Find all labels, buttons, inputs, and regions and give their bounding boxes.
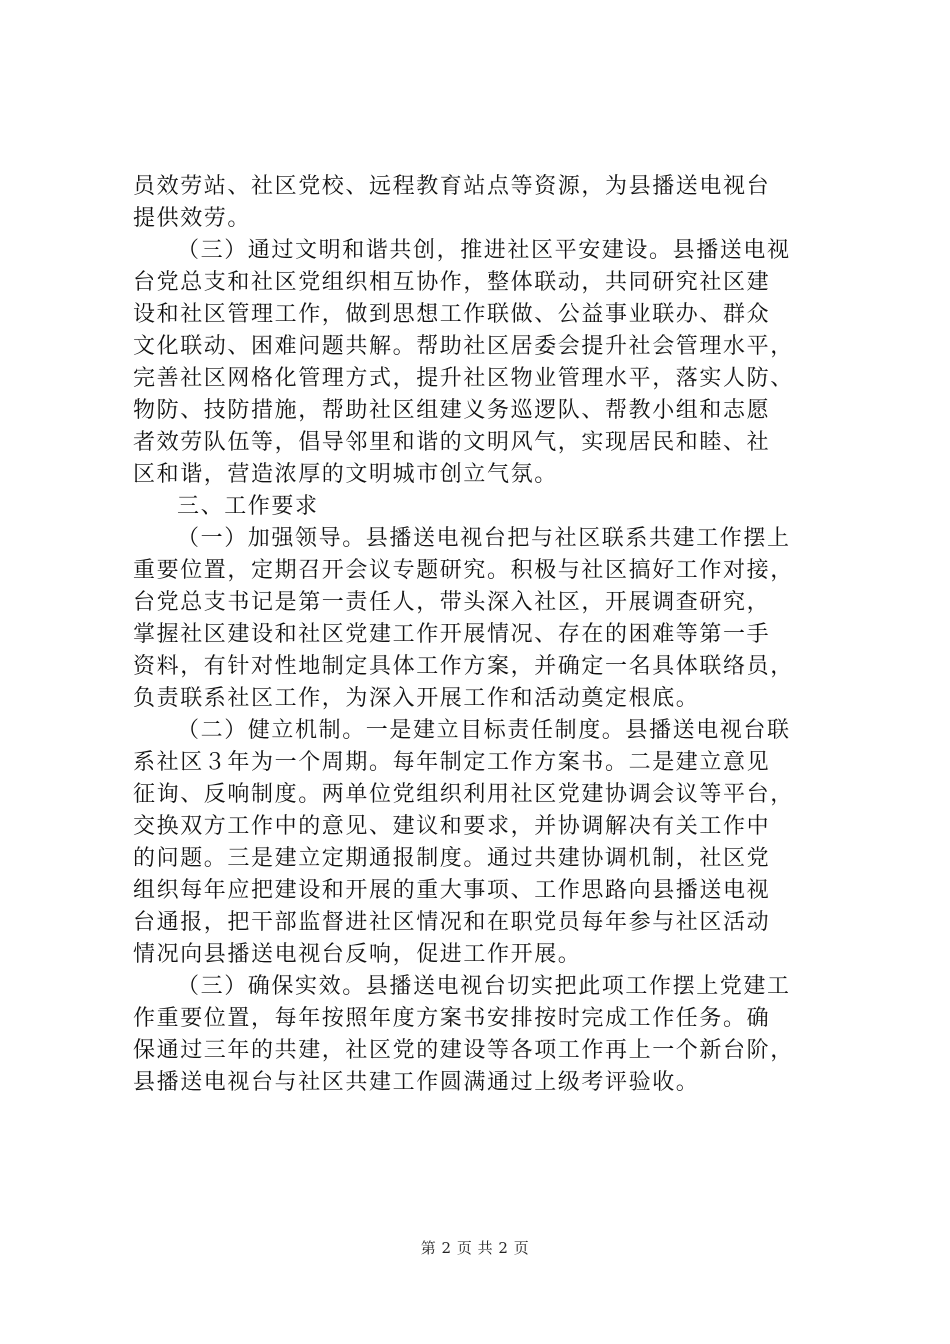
- document-body: [133, 171, 833, 1099]
- text-line: 交换双方工作中的意见、建议和要求，并协调解决有关工作中: [133, 814, 771, 839]
- text-line: 者效劳队伍等，倡导邻里和谐的文明风气，实现居民和睦、社: [133, 430, 771, 455]
- text-line: 台通报，把干部监督进社区情况和在职党员每年参与社区活动: [133, 910, 771, 935]
- text-line: 作重要位置，每年按照年度方案书安排按时完成工作任务。确: [133, 1006, 771, 1031]
- text-line: 资料，有针对性地制定具体工作方案，并确定一名具体联络员，: [133, 654, 794, 679]
- text-line: 三、工作要求: [177, 494, 319, 519]
- text-line: 完善社区网格化管理方式，提升社区物业管理水平，落实人防、: [133, 366, 794, 391]
- text-line: 征询、反响制度。两单位党组织利用社区党建协调会议等平台，: [133, 782, 794, 807]
- text-line: 保通过三年的共建，社区党的建设等各项工作再上一个新台阶，: [133, 1038, 794, 1063]
- text-line: 设和社区管理工作，做到思想工作联做、公益事业联办、群众: [133, 302, 771, 327]
- text-line: 县播送电视台与社区共建工作圆满通过上级考评验收。: [133, 1070, 700, 1095]
- text-line: 情况向县播送电视台反响，促进工作开展。: [133, 942, 582, 967]
- text-line: （二）健立机制。一是建立目标责任制度。县播送电视台联: [177, 718, 791, 743]
- text-line: 提供效劳。: [133, 206, 252, 231]
- text-line: 掌握社区建设和社区党建工作开展情况、存在的困难等第一手: [133, 622, 771, 647]
- text-line: 员效劳站、社区党校、远程教育站点等资源，为县播送电视台: [133, 174, 771, 199]
- page-footer: 第 2 页 共 2 页: [420, 1239, 530, 1257]
- text-line: 区和谐，营造浓厚的文明城市创立气氛。: [133, 462, 558, 487]
- text-line: 系社区３年为一个周期。每年制定工作方案书。二是建立意见: [133, 750, 771, 775]
- text-line: 负责联系社区工作，为深入开展工作和活动奠定根底。: [133, 686, 700, 711]
- text-line: 重要位置，定期召开会议专题研究。积极与社区搞好工作对接，: [133, 558, 794, 583]
- text-line: 台党总支书记是第一责任人，带头深入社区，开展调查研究，: [133, 590, 771, 615]
- text-line: （三）确保实效。县播送电视台切实把此项工作摆上党建工: [177, 974, 791, 999]
- text-line: 物防、技防措施，帮助社区组建义务巡逻队、帮教小组和志愿: [133, 398, 771, 423]
- text-line: 文化联动、困难问题共解。帮助社区居委会提升社会管理水平，: [133, 334, 794, 359]
- text-line: （三）通过文明和谐共创，推进社区平安建设。县播送电视: [177, 238, 791, 263]
- text-line: 的问题。三是建立定期通报制度。通过共建协调机制，社区党: [133, 846, 771, 871]
- text-line: 组织每年应把建设和开展的重大事项、工作思路向县播送电视: [133, 878, 771, 903]
- text-line: 台党总支和社区党组织相互协作，整体联动，共同研究社区建: [133, 270, 771, 295]
- text-line: （一）加强领导。县播送电视台把与社区联系共建工作摆上: [177, 526, 791, 551]
